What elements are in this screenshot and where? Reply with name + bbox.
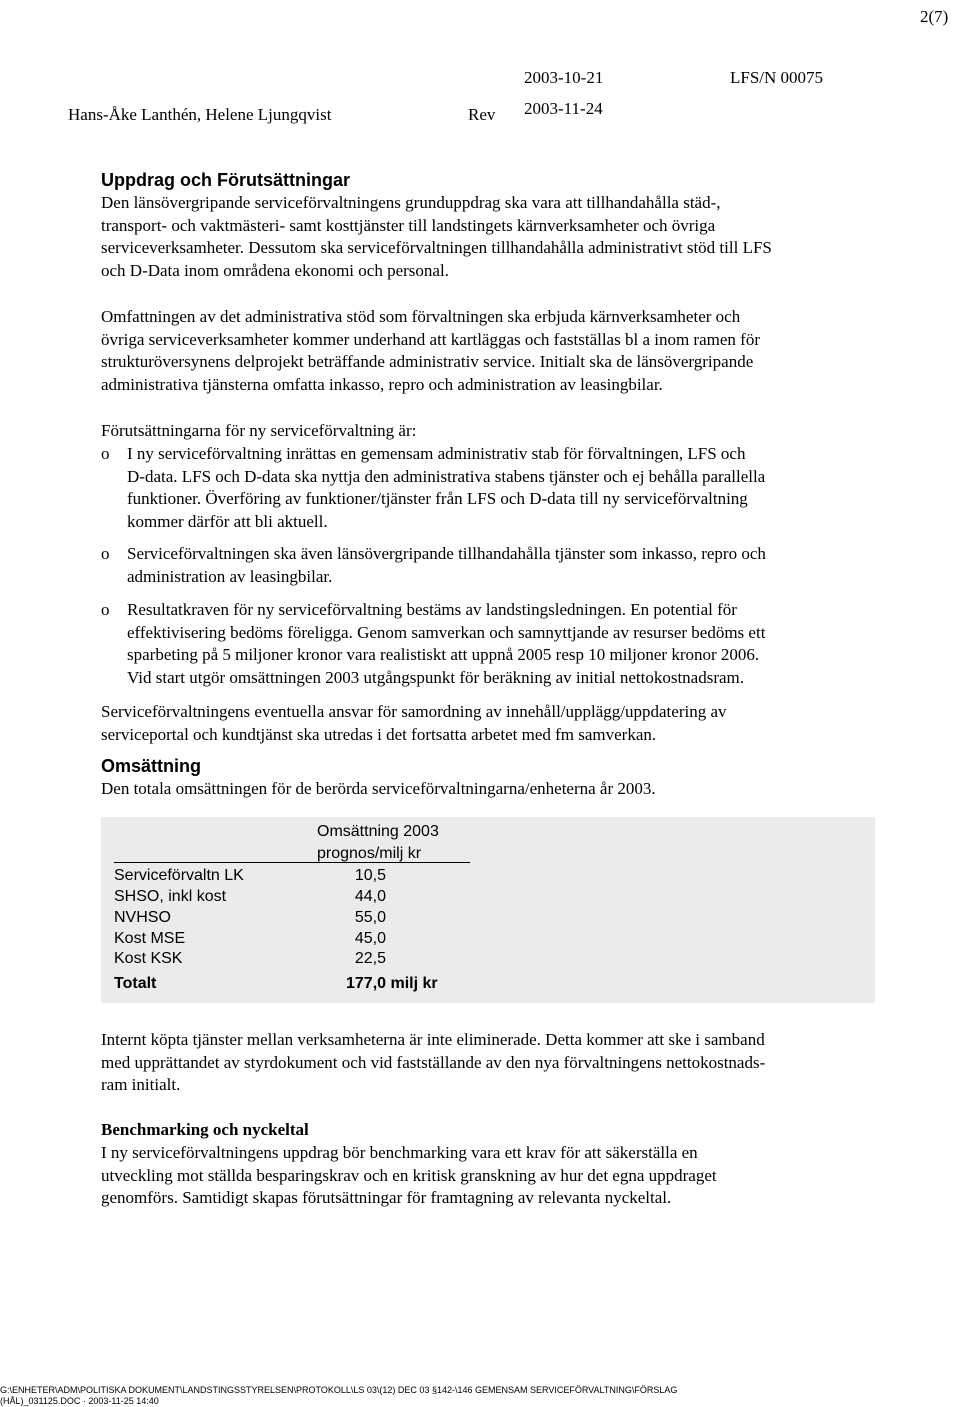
revision-date: 2003-11-24 bbox=[524, 99, 603, 118]
text-line: Omfattningen av det administrativa stöd som förvaltningen ska erbjuda kärnverksamheter och bbox=[101, 307, 741, 326]
table-row-label: NVHSO bbox=[114, 909, 171, 926]
text-line: effektivisering bedöms föreligga. Genom samverkan och samnyttjande av resurser bedöms ett bbox=[127, 622, 766, 642]
text-line: Den länsövergripande serviceförvaltningens grunduppdrag ska vara att tillhandahålla städ-, bbox=[101, 193, 721, 212]
text-line: genomförs. Samtidigt skapas förutsättningar för framtagning av relevanta nyckeltal. bbox=[101, 1188, 672, 1207]
table-row-label: Serviceförvaltn LK bbox=[114, 867, 244, 884]
text-line: Serviceförvaltningens eventuella ansvar för samordning av innehåll/upplägg/uppdatering av bbox=[101, 702, 727, 721]
table-row-value: 44,0 bbox=[354, 888, 386, 905]
text-line: utveckling mot ställda besparingskrav och en kritisk granskning av hur det egna uppdraget bbox=[101, 1165, 717, 1185]
text-line: Vid start utgör omsättningen 2003 utgångspunkt för beräkning av initial nettokostnadsram. bbox=[127, 667, 745, 687]
document-date: 2003-10-21 bbox=[524, 68, 604, 87]
text-line: transport- och vaktmästeri- samt kosttjänster till landstingets kärnverksamheter och övriga bbox=[101, 215, 716, 235]
text-line: administrativa tjänsterna omfatta inkasso, repro och administration av leasingbilar. bbox=[101, 374, 663, 394]
text-line: serviceportal och kundtjänst ska utredas i det fortsatta arbetet med fm samverkan. bbox=[101, 724, 657, 744]
table-row-value: 45,0 bbox=[354, 930, 386, 947]
paragraph-grunduppdrag bbox=[101, 192, 891, 282]
revision-label: Rev bbox=[468, 105, 496, 124]
table-total-value: 177,0 milj kr bbox=[346, 975, 438, 992]
text-line: strukturöversynens delprojekt beträffande administrativ service. Initialt ska de länsövergripande bbox=[101, 352, 754, 371]
bullet-marker: o bbox=[101, 600, 110, 619]
bullet-marker: o bbox=[101, 544, 110, 563]
section-heading-uppdrag: Uppdrag och Förutsättningar bbox=[101, 170, 350, 190]
section-heading-benchmarking: Benchmarking och nyckeltal bbox=[101, 1120, 309, 1139]
table-row-value: 55,0 bbox=[354, 909, 386, 926]
table-total-label: Totalt bbox=[114, 975, 157, 992]
turnover-table bbox=[101, 817, 875, 1003]
paragraph-forutsattningar-intro: Förutsättningarna för ny serviceförvaltning är: bbox=[101, 421, 417, 440]
table-row-value: 10,5 bbox=[354, 867, 386, 884]
document-authors: Hans-Åke Lanthén, Helene Ljungqvist bbox=[68, 105, 332, 124]
text-line: övriga serviceverksamheter kommer underhand att kartläggas och fastställas bl a inom ramen för bbox=[101, 329, 760, 349]
paragraph-benchmarking bbox=[101, 1142, 891, 1210]
bullet-item-inkasso bbox=[127, 543, 887, 588]
table-column-header: Omsättning 2003 bbox=[317, 823, 439, 840]
bullet-item-stab bbox=[127, 443, 887, 533]
document-id: LFS/N 00075 bbox=[730, 68, 824, 87]
text-line: Internt köpta tjänster mellan verksamheterna är inte eliminerade. Detta kommer att ske i samband bbox=[101, 1030, 765, 1049]
text-line: D-data. LFS och D-data ska nyttja den administrativa stabens tjänster och ej behålla parallella bbox=[127, 466, 766, 486]
omsattning-intro: Den totala omsättningen för de berörda serviceförvaltningarna/enheterna år 2003. bbox=[101, 779, 656, 798]
paragraph-serviceportal bbox=[101, 701, 891, 746]
paragraph-internt-kopta bbox=[101, 1029, 891, 1097]
text-line: sparbeting på 5 miljoner kronor vara realistiskt att uppnå 2005 resp 10 miljoner kronor 2006. bbox=[127, 645, 760, 664]
text-line: och D-Data inom områdena ekonomi och personal. bbox=[101, 260, 449, 280]
text-line: Serviceförvaltningen ska även länsövergripande tillhandahålla tjänster som inkasso, repro och bbox=[127, 544, 766, 563]
text-line: ram initialt. bbox=[101, 1075, 181, 1094]
text-line: I ny serviceförvaltning inrättas en gemensam administrativ stab för förvaltningen, LFS och bbox=[127, 444, 746, 463]
table-column-header-unit: prognos/milj kr bbox=[317, 845, 422, 862]
table-row-value: 22,5 bbox=[354, 950, 386, 967]
bullet-item-resultatkrav bbox=[127, 599, 887, 689]
text-line: I ny serviceförvaltningens uppdrag bör benchmarking vara ett krav för att säkerställa en bbox=[101, 1143, 698, 1162]
text-line: administration av leasingbilar. bbox=[127, 566, 333, 586]
table-row-label: SHSO, inkl kost bbox=[114, 888, 227, 905]
text-line: Resultatkraven för ny serviceförvaltning bestäms av landstingsledningen. En potential för bbox=[127, 600, 737, 619]
table-row-label: Kost KSK bbox=[114, 950, 183, 967]
table-row-label: Kost MSE bbox=[114, 930, 186, 947]
text-line: serviceverksamheter. Dessutom ska serviceförvaltningen tillhandahålla administrativt stöd till LFS bbox=[101, 238, 772, 257]
footer-file-path: G:\ENHETER\ADM\POLITISKA DOKUMENT\LANDSTINGSSTYRELSEN\PROTOKOLL\LS 03\(12) DEC 03 §142-\146 GEMENSAM SERVICEFÖRVALTNING\FÖRSLAG bbox=[0, 1385, 678, 1395]
text-line: kommer därför att bli aktuell. bbox=[127, 511, 328, 531]
page-number: 2(7) bbox=[920, 7, 949, 26]
paragraph-omfattning bbox=[101, 306, 891, 396]
section-heading-omsattning: Omsättning bbox=[101, 756, 202, 776]
text-line: funktioner. Överföring av funktioner/tjänster från LFS och D-data till ny serviceförvaltning bbox=[127, 489, 748, 508]
table-header-rule bbox=[114, 862, 470, 863]
bullet-marker: o bbox=[101, 444, 110, 463]
text-line: med upprättandet av styrdokument och vid fastställande av den nya förvaltningens nettokostnads- bbox=[101, 1052, 766, 1072]
footer-file-date: (HÅL)_031125.DOC · 2003-11-25 14:40 bbox=[0, 1396, 159, 1406]
